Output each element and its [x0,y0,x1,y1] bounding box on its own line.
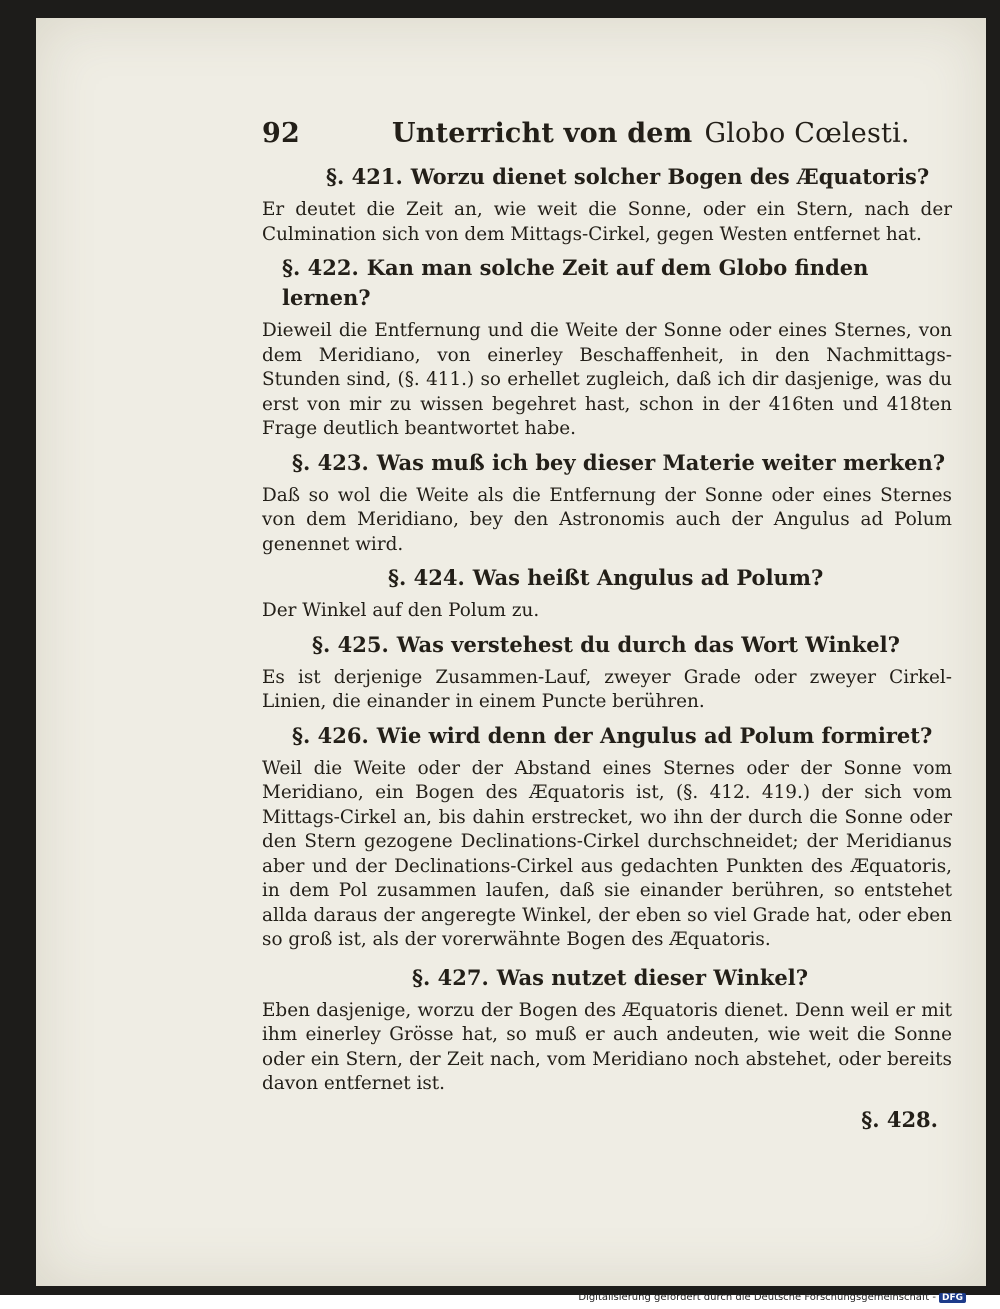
footer-credit-text: Digitalisierung gefördert durch die Deutsche Forschungsgemeinschaft - [578,1292,936,1303]
section-number: §. 425. [312,631,389,657]
section-424 [262,563,952,593]
question-heading [312,630,952,660]
section-427 [262,963,952,993]
section-425 [262,630,952,660]
answer-425-block [262,666,952,715]
dfg-logo: DFG [939,1293,966,1303]
answer-422-block [262,319,952,442]
running-title-latin: Globo Cœlesti. [704,118,910,149]
catchword: §. 428. [861,1106,938,1132]
answer-text: Der Winkel auf den Polum zu. [262,600,540,621]
section-423 [262,448,952,478]
question-text: Was heißt Angulus ad Polum? [472,565,824,590]
page-content [262,118,952,1132]
question-heading [326,162,952,192]
answer-text: Weil die Weite oder der Abstand eines Sternes oder der Sonne vom Meridiano, ein Bogen des Æquatoris ist, (§. 412. 419.) der sich vom Mittags-Cirkel an, bis dahin erstrecket, wo ihn der durch die Sonne oder den Stern gezogene Declinations-Cirkel durchschneidet; der Meridianus aber und der Declinations-Cirkel aus gedachten Punkten des Æquatoris, in dem Pol zusammen laufen, daß sie einander berühren, so entstehet allda daraus der angeregte Winkel, der eben so viel Grade hat, oder eben so groß ist, als der vorerwähnte Bogen des Æquatoris. [262,757,952,950]
running-title: Unterricht von dem [392,118,693,149]
question-text: Worzu dienet solcher Bogen des Æquatoris? [410,164,930,189]
question-heading [292,721,952,751]
footer-credit [578,1292,966,1303]
section-426 [262,721,952,751]
page-number: 92 [262,118,300,149]
answer-423-block [262,484,952,558]
section-number: §. 421. [326,164,403,189]
answer-text: Eben dasjenige, worzu der Bogen des Æquatoris dienet. Denn weil er mit ihm einerley Grösse hat, so muß er auch andeuten, wie weit die Sonne oder ein Stern, der Zeit nach, vom Meridiano noch abstehet, oder bereits davon entfernet ist. [262,999,952,1094]
section-number: §. 424. [388,565,465,590]
question-heading [292,448,952,478]
question-text: Kan man solche Zeit auf dem Globo finden lernen? [282,255,869,310]
section-421 [262,162,952,192]
answer-426-block [262,757,952,953]
section-422 [262,253,952,313]
section-number: §. 427. [412,964,489,990]
answer-text: Dieweil die Entfernung und die Weite der Sonne oder eines Sternes, von dem Meridiano, von einerley Beschaffenheit, in den Nachmittags-Stunden sind, (§. 411.) so erhellet zugleich, daß ich dir dasjenige, was du erst von mir zu wissen begehret hast, schon in der 416ten und 418ten Frage deutlich beantwortet habe. [262,320,952,439]
answer-text: Er deutet die Zeit an, wie weit die Sonne, oder ein Stern, nach der Culmination sich von dem Mittags-Cirkel, gegen Westen entfernet hat. [262,199,952,245]
section-number: §. 423. [292,449,369,475]
question-text: Was muß ich bey dieser Materie weiter merken? [376,449,946,475]
section-number: §. 426. [292,722,369,748]
section-number: §. 422. [282,255,359,280]
question-heading [388,563,952,593]
question-text: Was verstehest du durch das Wort Winkel? [396,631,900,657]
running-head [262,118,952,152]
question-heading [412,963,952,993]
answer-427-block [262,999,952,1097]
book-page [36,18,986,1286]
answer-text: Es ist derjenige Zusammen-Lauf, zweyer Grade oder zweyer Cirkel-Linien, die einander in einem Puncte berühren. [262,666,952,712]
answer-text: Daß so wol die Weite als die Entfernung der Sonne oder eines Sternes von dem Meridiano, bey den Astronomis auch der Angulus ad Polum genennet wird. [262,484,952,555]
question-text: Was nutzet dieser Winkel? [496,964,809,990]
question-heading [282,253,952,313]
answer-424-block [262,599,952,624]
question-text: Wie wird denn der Angulus ad Polum formiret? [376,722,933,748]
answer-421-block [262,198,952,247]
